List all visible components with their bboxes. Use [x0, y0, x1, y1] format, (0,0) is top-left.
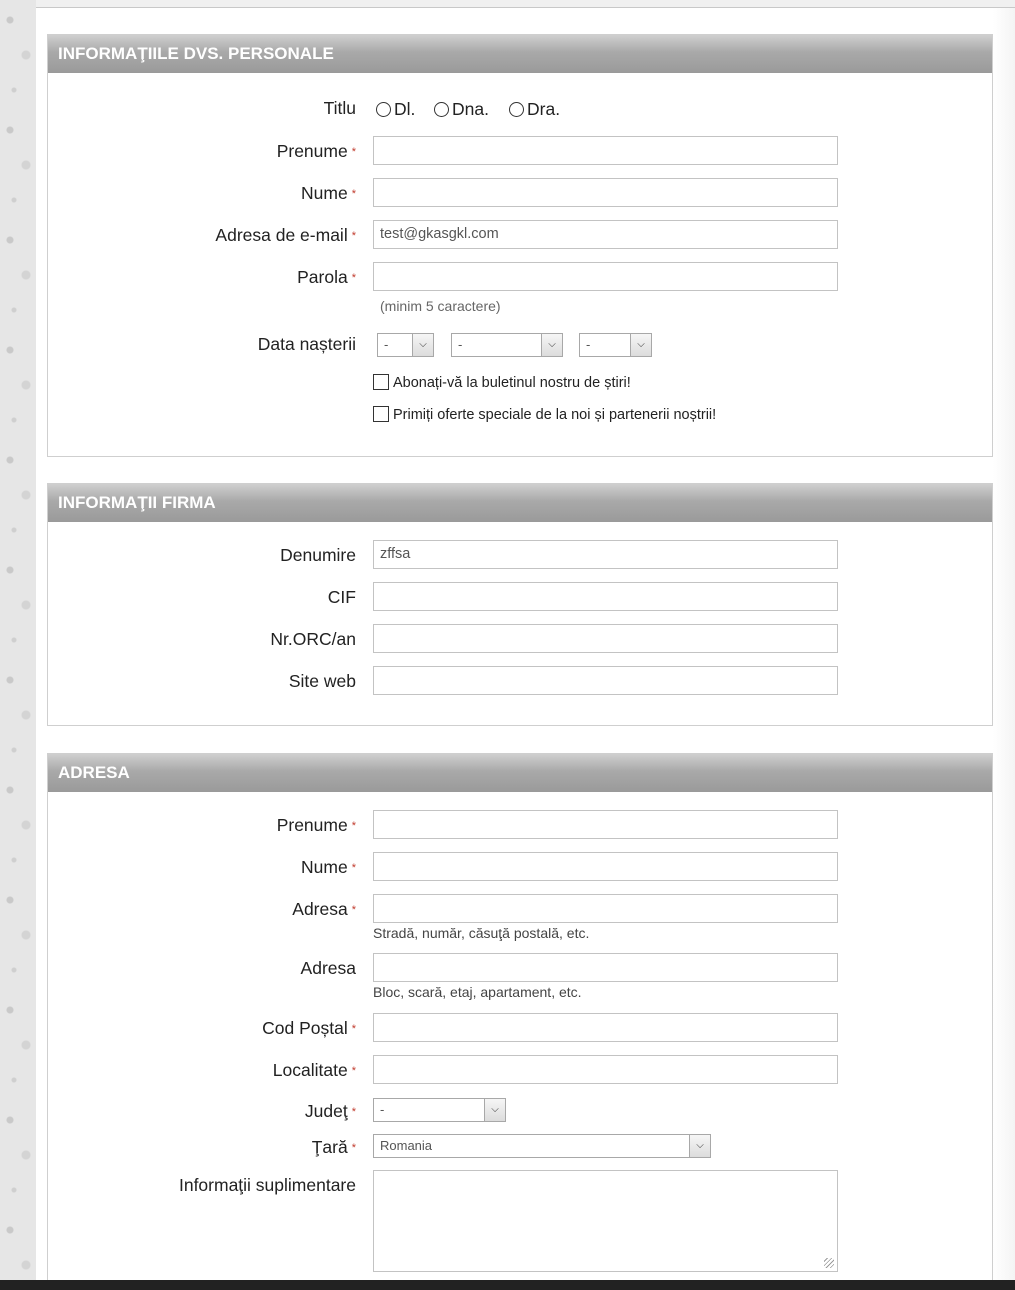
chevron-down-icon: ⌵ — [484, 1099, 505, 1121]
address1-label: Adresa * — [292, 899, 356, 919]
country-label: Ţară * — [311, 1137, 356, 1157]
password-hint: (minim 5 caractere) — [380, 298, 501, 314]
chevron-down-icon: ⌵ — [412, 334, 433, 356]
decorative-side-strip — [0, 0, 36, 1290]
address-panel — [47, 753, 993, 1290]
orc-input[interactable] — [373, 624, 838, 653]
title-option-miss[interactable]: Dra. — [509, 99, 560, 120]
address2-hint: Bloc, scară, etaj, apartament, etc. — [373, 984, 582, 1000]
first-name-label: Prenume * — [276, 141, 356, 161]
other-info-label: Informaţii suplimentare — [178, 1175, 356, 1195]
company-info-panel — [47, 483, 993, 726]
website-input[interactable] — [373, 666, 838, 695]
radio-icon[interactable] — [509, 102, 524, 117]
addr-last-name-label: Nume * — [301, 857, 356, 877]
offers-label[interactable]: Primiți oferte speciale de la noi și partenerii noștrii! — [393, 407, 717, 423]
cif-input[interactable] — [373, 582, 838, 611]
password-input[interactable] — [373, 262, 838, 291]
radio-icon[interactable] — [434, 102, 449, 117]
address1-hint: Stradă, număr, căsuţă postală, etc. — [373, 925, 590, 941]
first-name-input[interactable] — [373, 136, 838, 165]
chevron-down-icon: ⌵ — [689, 1135, 710, 1157]
addr-first-name-label: Prenume * — [276, 815, 356, 835]
address2-input[interactable] — [373, 953, 838, 982]
address2-label: Adresa — [300, 958, 356, 978]
last-name-label: Nume * — [301, 183, 356, 203]
personal-info-header: INFORMAŢIILE DVS. PERSONALE — [48, 35, 992, 73]
other-info-textarea[interactable] — [373, 1170, 838, 1272]
personal-info-panel — [47, 34, 993, 457]
addr-first-name-input[interactable] — [373, 810, 838, 839]
newsletter-label[interactable]: Abonați-vă la buletinul nostru de știri! — [393, 375, 631, 391]
birth-month-select[interactable]: - ⌵ — [451, 333, 563, 357]
chevron-down-icon: ⌵ — [541, 334, 562, 356]
cif-label: CIF — [327, 587, 356, 607]
title-option-mrs[interactable]: Dna. — [434, 99, 489, 120]
company-info-header: INFORMAŢII FIRMA — [48, 484, 992, 522]
country-select[interactable]: Romania ⌵ — [373, 1134, 711, 1158]
postcode-label: Cod Poștal * — [262, 1018, 356, 1038]
county-select[interactable]: - ⌵ — [373, 1098, 506, 1122]
website-label: Site web — [288, 671, 356, 691]
birth-year-select[interactable]: - ⌵ — [579, 333, 652, 357]
addr-last-name-input[interactable] — [373, 852, 838, 881]
postcode-input[interactable] — [373, 1013, 838, 1042]
taskbar-edge — [0, 1280, 1015, 1290]
orc-label: Nr.ORC/an — [270, 629, 356, 649]
offers-checkbox[interactable] — [373, 406, 389, 422]
city-label: Localitate * — [272, 1060, 356, 1080]
address-header: ADRESA — [48, 754, 992, 792]
city-input[interactable] — [373, 1055, 838, 1084]
radio-icon[interactable] — [376, 102, 391, 117]
birth-day-select[interactable]: - ⌵ — [377, 333, 434, 357]
title-option-mr[interactable]: Dl. — [376, 99, 415, 120]
title-label: Titlu — [323, 98, 356, 118]
last-name-input[interactable] — [373, 178, 838, 207]
county-label: Judeţ * — [304, 1101, 356, 1121]
company-name-label: Denumire — [280, 545, 356, 565]
chevron-down-icon: ⌵ — [630, 334, 651, 356]
email-input[interactable]: test@gkasgkl.com — [373, 220, 838, 249]
page-edge-shadow — [993, 8, 1015, 1280]
resize-grip-icon[interactable] — [824, 1258, 834, 1268]
email-label: Adresa de e-mail * — [215, 225, 356, 245]
address1-input[interactable] — [373, 894, 838, 923]
password-label: Parola * — [297, 267, 356, 287]
newsletter-checkbox[interactable] — [373, 374, 389, 390]
birthdate-label: Data nașterii — [257, 334, 356, 354]
browser-bookmarks-bar — [36, 0, 1015, 8]
company-name-input[interactable]: zffsa — [373, 540, 838, 569]
